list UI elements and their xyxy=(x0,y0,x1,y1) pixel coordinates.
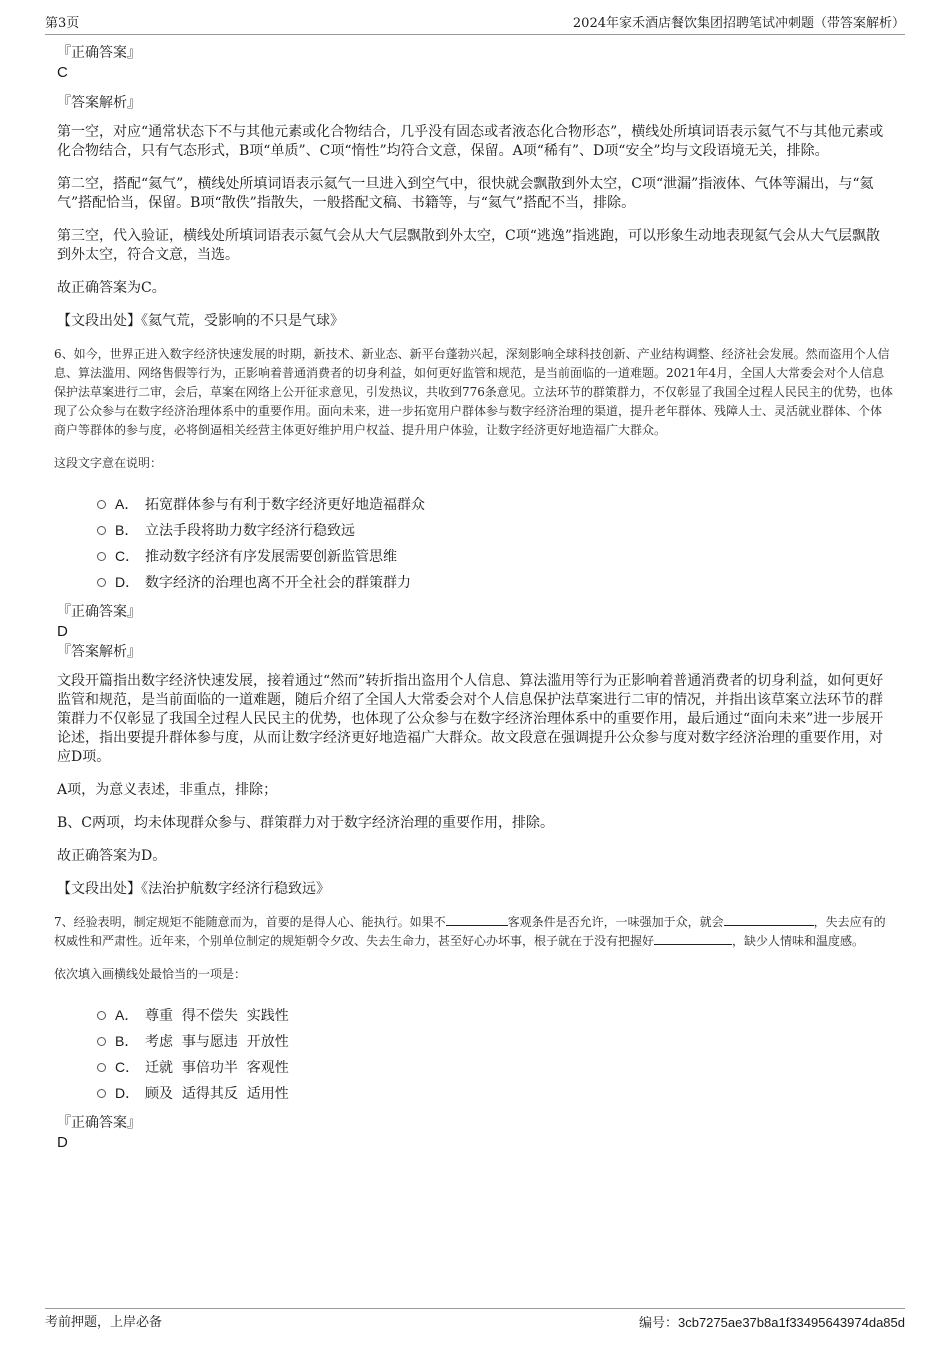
analysis-paragraph: 故正确答案为D。 xyxy=(57,848,167,864)
radio-button-icon[interactable] xyxy=(97,500,106,509)
option-c[interactable]: C． 推动数字经济有序发展需要创新监管思维 xyxy=(97,543,893,569)
radio-button-icon[interactable] xyxy=(97,526,106,535)
passage-source: 【文段出处】《法治护航数字经济行稳致远》 xyxy=(57,881,330,897)
radio-button-icon[interactable] xyxy=(97,1037,106,1046)
fill-blank-3 xyxy=(654,932,732,945)
option-a[interactable]: A． 拓宽群体参与有利于数字经济更好地造福群众 xyxy=(97,491,893,517)
page-footer xyxy=(45,1308,905,1335)
correct-answer: D xyxy=(57,623,68,640)
answer-label: 『正确答案』 xyxy=(57,45,141,61)
question-6-options xyxy=(97,491,893,595)
question-7-prompt: 依次填入画横线处最恰当的一项是： xyxy=(54,967,247,981)
page-header xyxy=(45,14,905,35)
question-7-text: 7、经验表明，制定规矩不能随意而为，首要的是得人心、能执行。如果不 客观条件是否允许，一味强加于众，就会 ，失去应有的权威性和严肃性。近年来，个别单位制定的规矩朝令夕改、失去生命力，甚至好心办坏事，根子就在于没有把握好 ，缺少人情味和温度感。 xyxy=(54,915,886,948)
analysis-label: 『答案解析』 xyxy=(57,95,141,111)
answer-label: 『正确答案』 xyxy=(57,604,141,620)
question-7-options xyxy=(97,1002,893,1106)
question-6-prompt: 这段文字意在说明： xyxy=(54,456,163,470)
correct-answer: D xyxy=(57,1134,68,1151)
analysis-paragraph: 故正确答案为C。 xyxy=(57,280,166,296)
analysis-paragraph: B、C两项，均未体现群众参与、群策群力对于数字经济治理的重要作用，排除。 xyxy=(57,815,554,831)
document-title: 2024年家禾酒店餐饮集团招聘笔试冲刺题（带答案解析） xyxy=(572,16,905,31)
option-d[interactable]: D． 顾及 适得其反 适用性 xyxy=(97,1080,893,1106)
fill-blank-2 xyxy=(724,913,814,926)
analysis-paragraph: 第三空，代入验证，横线处所填词语表示氦气会从大气层飘散到外太空，C项“逃逸”指逃跑，可以形象生动地表现氦气会从大气层飘散到外太空，符合文意，当选。 xyxy=(57,228,881,263)
passage-source: 【文段出处】《氦气荒，受影响的不只是气球》 xyxy=(57,313,344,329)
correct-answer: C xyxy=(57,64,68,81)
analysis-paragraph: 第二空，搭配“氦气”，横线处所填词语表示氦气一旦进入到空气中，很快就会飘散到外太空，C项“泄漏”指液体、气体等漏出，与“氦气”搭配恰当，保留。B项“散佚”指散失，一般搭配文稿、书籍等，与“氦气”搭配不当，排除。 xyxy=(57,176,874,211)
analysis-paragraph: 文段开篇指出数字经济快速发展，接着通过“然而”转折指出盗用个人信息、算法滥用等行为正影响着普通消费者的切身利益，如何更好监管和规范，是当前面临的一道难题，随后介绍了全国人大常委会对个人信息保护法草案进行二审的情况，并指出该草案立法环节的群策群力不仅彰显了我国全过程人民民主的优势，也体现了公众参与在数字经济治理体系中的重要作用，最后通过“面向未来”进一步展开论述，指出要提升群体参与度，从而让数字经济更好地造福广大群众。故文段意在强调提升公众参与度对数字经济治理的重要作用，对应D项。 xyxy=(57,673,884,765)
fill-blank-1 xyxy=(446,913,508,926)
radio-button-icon[interactable] xyxy=(97,552,106,561)
radio-button-icon[interactable] xyxy=(97,1011,106,1020)
option-a[interactable]: A． 尊重 得不偿失 实践性 xyxy=(97,1002,893,1028)
footer-slogan: 考前押题，上岸必备 xyxy=(45,1315,163,1330)
document-code: 编号：3cb7275ae37b8a1f33495643974da85d xyxy=(638,1315,905,1331)
option-b[interactable]: B． 立法手段将助力数字经济行稳致远 xyxy=(97,517,893,543)
analysis-paragraph: 第一空，对应“通常状态下不与其他元素或化合物结合，几乎没有固态或者液态化合物形态”，横线处所填词语表示氦气不与其他元素或化合物结合，只有气态形式，B项“单质”、C项“惰性”均符合文意，保留。A项“稀有”、D项“安全”均与文段语境无关，排除。 xyxy=(57,124,884,159)
option-d[interactable]: D． 数字经济的治理也离不开全社会的群策群力 xyxy=(97,569,893,595)
option-b[interactable]: B． 考虑 事与愿违 开放性 xyxy=(97,1028,893,1054)
page-content xyxy=(54,44,893,1154)
question-6-text: 6、如今，世界正进入数字经济快速发展的时期，新技术、新业态、新平台蓬勃兴起，深刻影响全球科技创新、产业结构调整、经济社会发展。然而盗用个人信息、算法滥用、网络售假等行为，正影响着普通消费者的切身利益，如何更好监管和规范，是当前面临的一道难题。2021年4月，全国人大常委会对个人信息保护法草案进行二审，会后，草案在网络上公开征求意见，引发热议，共收到776条意见。立法环节的群策群力，不仅彰显了我国全过程人民民主的优势，也体现了公众参与在数字经济治理体系中的重要作用。面向未来，进一步拓宽用户群体参与数字经济治理的渠道，提升老年群体、残障人士、灵活就业群体、个体商户等群体的参与度，必将倒逼相关经营主体更好维护用户权益、提升用户体验，让数字经济更好地造福广大群众。 xyxy=(54,347,893,437)
radio-button-icon[interactable] xyxy=(97,578,106,587)
radio-button-icon[interactable] xyxy=(97,1089,106,1098)
analysis-paragraph: A项，为意义表述，非重点，排除； xyxy=(57,782,278,798)
page-number: 第3页 xyxy=(45,16,80,31)
radio-button-icon[interactable] xyxy=(97,1063,106,1072)
analysis-label: 『答案解析』 xyxy=(57,644,141,660)
answer-label: 『正确答案』 xyxy=(57,1115,141,1131)
option-c[interactable]: C． 迁就 事倍功半 客观性 xyxy=(97,1054,893,1080)
